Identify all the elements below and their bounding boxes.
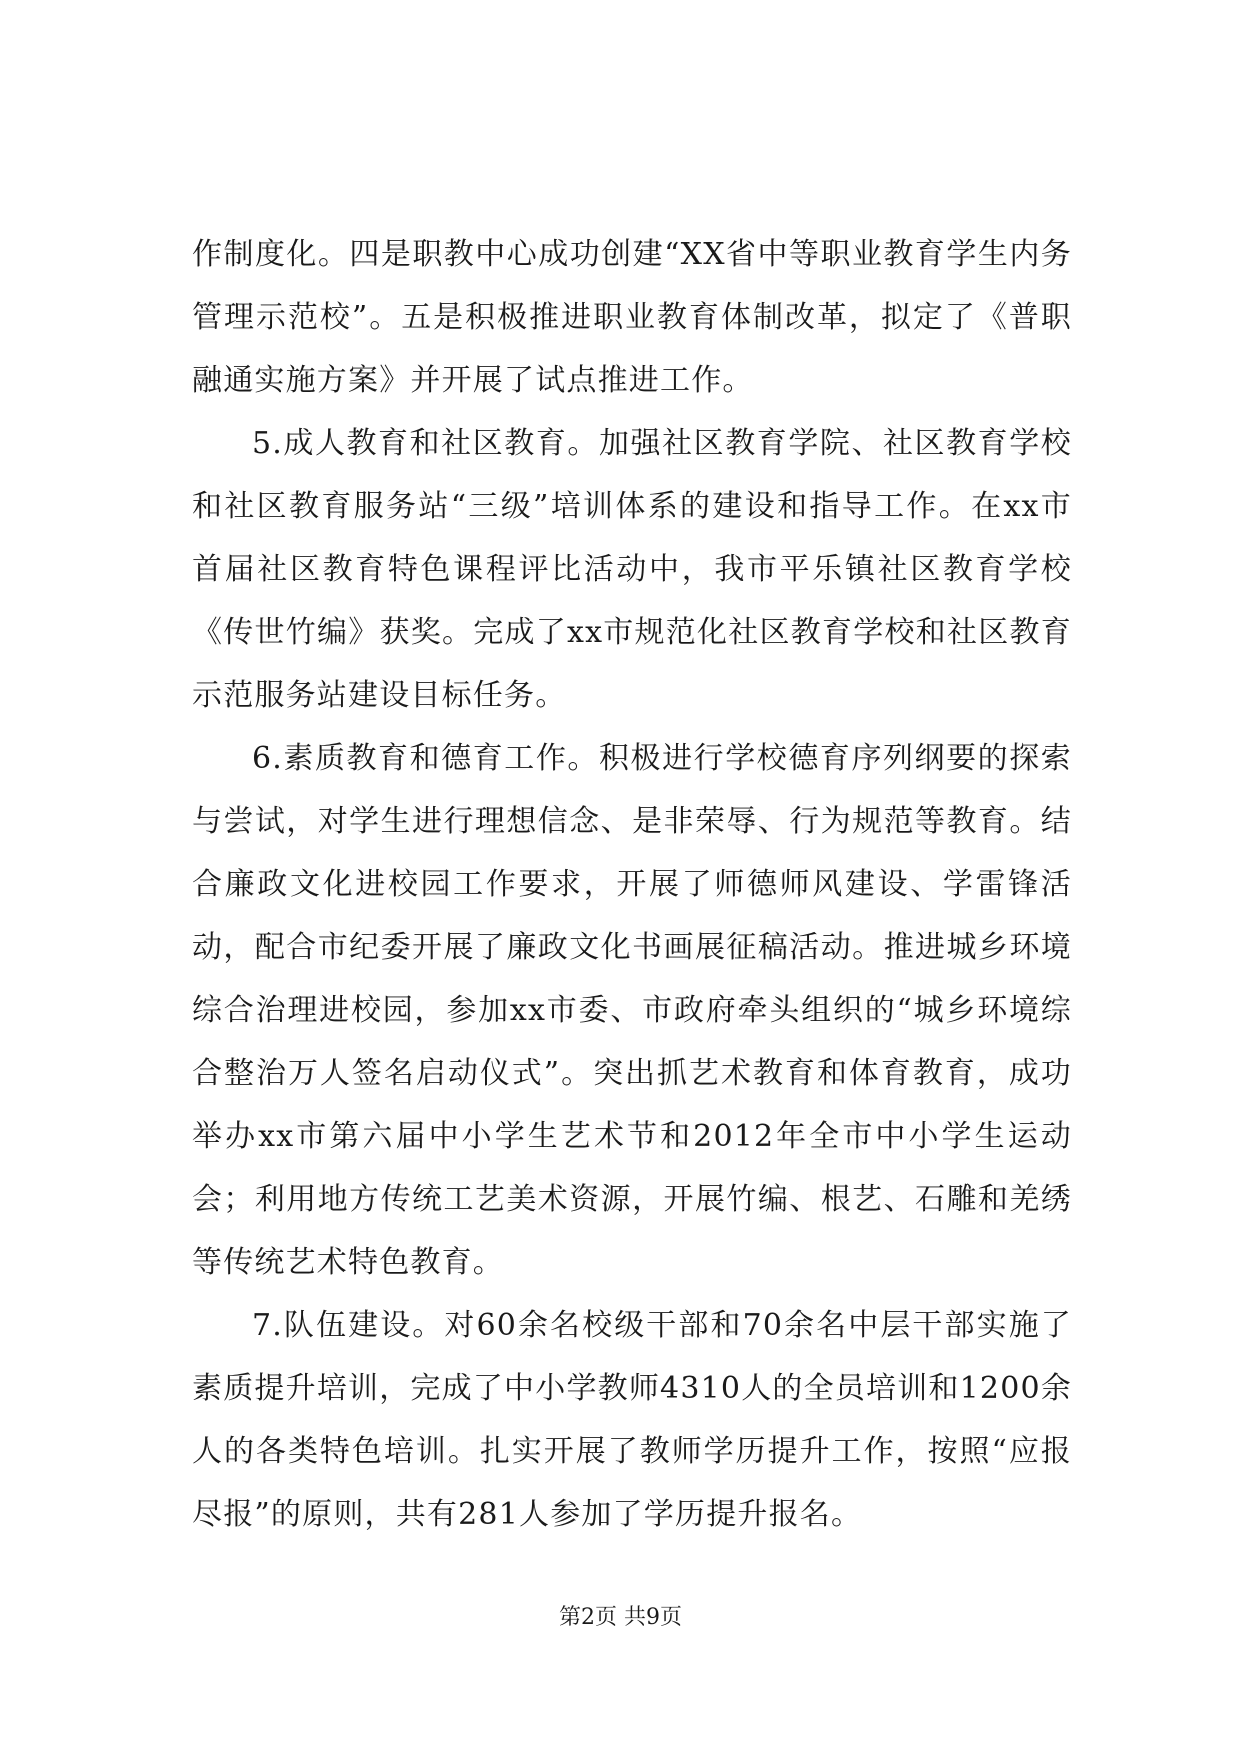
paragraph-2: 5.成人教育和社区教育。加强社区教育学院、社区教育学校和社区教育服务站“三级”培训体系的建设和指导工作。在xx市首届社区教育特色课程评比活动中，我市平乐镇社区教育学校《传世竹编》获奖。完成了xx市规范化社区教育学校和社区教育示范服务站建设目标任务。 <box>192 426 1072 713</box>
paragraph-1: 作制度化。四是职教中心成功创建“XX省中等职业教育学生内务管理示范校”。五是积极推进职业教育体制改革，拟定了《普职融通实施方案》并开展了试点推进工作。 <box>192 237 1072 398</box>
paragraph-4: 7.队伍建设。对60余名校级干部和70余名中层干部实施了素质提升培训，完成了中小学教师4310人的全员培训和1200余人的各类特色培训。扎实开展了教师学历提升工作，按照“应报尽报”的原则，共有281人参加了学历提升报名。 <box>192 1308 1072 1532</box>
page-number: 第2页 共9页 <box>559 1605 682 1630</box>
paragraph-3: 6.素质教育和德育工作。积极进行学校德育序列纲要的探索与尝试，对学生进行理想信念、是非荣辱、行为规范等教育。结合廉政文化进校园工作要求，开展了师德师风建设、学雷锋活动，配合市纪委开展了廉政文化书画展征稿活动。推进城乡环境综合治理进校园，参加xx市委、市政府牵头组织的“城乡环境综合整治万人签名启动仪式”。突出抓艺术教育和体育教育，成功举办xx市第六届中小学生艺术节和2012年全市中小学生运动会；利用地方传统工艺美术资源，开展竹编、根艺、石雕和羌绣等传统艺术特色教育。 <box>192 741 1072 1280</box>
body-text <box>192 223 1072 1546</box>
